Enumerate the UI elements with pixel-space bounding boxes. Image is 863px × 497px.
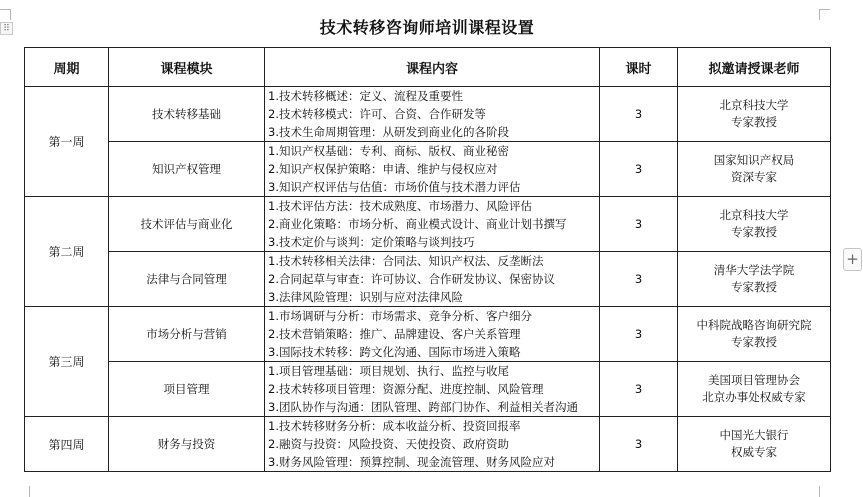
hours-cell: 3 [600,87,678,142]
teacher-line: 北京科技大学 [719,208,789,222]
hours-cell: 3 [600,307,678,362]
crop-mark [29,486,30,497]
content-line: 2.知识产权保护策略：申请、维护与侵权应对 [268,162,498,176]
teacher-line: 专家教授 [731,225,777,239]
teacher-line: 国家知识产权局 [713,153,795,167]
teacher-line: 北京办事处权威专家 [702,390,806,404]
teacher-cell [678,142,831,197]
content-line: 1.技术转移概述：定义、流程及重要性 [268,89,463,103]
teacher-cell [678,252,831,307]
header-teacher: 拟邀请授课老师 [678,48,831,87]
table-row [25,307,831,362]
teacher-line: 中科院战略咨询研究院 [696,318,812,332]
table-row [25,362,831,417]
hours-cell: 3 [600,417,678,472]
content-line: 2.技术营销策略：推广、品牌建设、客户关系管理 [268,327,521,341]
module-cell: 法律与合同管理 [109,252,265,307]
week-cell: 第一周 [25,87,109,197]
crop-mark [0,9,11,10]
module-cell: 技术转移基础 [109,87,265,142]
week-cell: 第四周 [25,417,109,472]
add-column-button[interactable] [843,248,862,271]
teacher-cell [678,307,831,362]
content-line: 2.商业化策略：市场分析、商业模式设计、商业计划书撰写 [268,217,567,231]
content-line: 3.国际技术转移：跨文化沟通、国际市场进入策略 [268,345,521,359]
content-cell [265,252,600,307]
table-row [25,142,831,197]
crop-mark [819,9,830,10]
content-line: 2.技术转移模式：许可、合资、合作研发等 [268,107,486,121]
content-cell [265,87,600,142]
content-cell [265,307,600,362]
content-line: 3.财务风险管理：预算控制、现金流管理、财务风险应对 [268,455,555,469]
hours-cell: 3 [600,252,678,307]
content-line: 2.融资与投资：风险投资、天使投资、政府资助 [268,437,509,451]
content-cell [265,142,600,197]
hours-cell: 3 [600,142,678,197]
teacher-cell [678,197,831,252]
content-line: 1.技术评估方法：技术成熟度、市场潜力、风险评估 [268,199,532,213]
teacher-cell [678,362,831,417]
teacher-line: 清华大学法学院 [713,263,795,277]
content-line: 3.法律风险管理：识别与应对法律风险 [268,290,463,304]
module-cell: 市场分析与营销 [109,307,265,362]
teacher-line: 美国项目管理协会 [708,373,800,387]
content-cell [265,362,600,417]
teacher-line: 专家教授 [731,115,777,129]
document-title: 技术转移咨询师培训课程设置 [319,18,535,37]
table-move-handle[interactable] [0,22,13,35]
week-cell: 第三周 [25,307,109,417]
content-line: 3.知识产权评估与估值：市场价值与技术潜力评估 [268,180,521,194]
table-row [25,87,831,142]
teacher-line: 北京科技大学 [719,98,789,112]
content-line: 2.技术转移项目管理：资源分配、进度控制、风险管理 [268,382,544,396]
module-cell: 知识产权管理 [109,142,265,197]
move-handle-icon: ⠿ [3,24,10,34]
module-cell: 项目管理 [109,362,265,417]
content-line: 1.技术转移财务分析：成本收益分析、投资回报率 [268,419,521,433]
content-line: 1.知识产权基础：专利、商标、版权、商业秘密 [268,144,509,158]
content-cell [265,417,600,472]
teacher-line: 资深专家 [731,170,777,184]
week-cell: 第二周 [25,197,109,307]
module-cell: 技术评估与商业化 [109,197,265,252]
header-hours: 课时 [600,48,678,87]
content-line: 3.技术定价与谈判：定价策略与谈判技巧 [268,235,475,249]
table-header-row [25,48,831,87]
hours-cell: 3 [600,197,678,252]
content-line: 1.技术转移相关法律：合同法、知识产权法、反垄断法 [268,254,544,268]
crop-mark [10,9,11,20]
teacher-line: 专家教授 [731,335,777,349]
table-row [25,417,831,472]
teacher-line: 中国光大银行 [719,428,789,442]
hours-cell: 3 [600,362,678,417]
course-table [24,47,831,472]
content-line: 2.合同起草与审查：许可协议、合作研发协议、保密协议 [268,272,555,286]
table-row [25,252,831,307]
table-row [25,197,831,252]
header-week: 周期 [25,48,109,87]
teacher-cell [678,417,831,472]
content-line: 1.市场调研与分析：市场需求、竞争分析、客户细分 [268,309,532,323]
crop-mark [819,486,820,497]
content-line: 3.团队协作与沟通：团队管理、跨部门协作、利益相关者沟通 [268,400,578,414]
teacher-line: 专家教授 [731,280,777,294]
plus-icon: + [846,250,859,268]
module-cell: 财务与投资 [109,417,265,472]
teacher-cell [678,87,831,142]
header-module: 课程模块 [109,48,265,87]
teacher-line: 权威专家 [731,445,777,459]
header-content: 课程内容 [265,48,600,87]
content-line: 3.技术生命周期管理：从研发到商业化的各阶段 [268,125,509,139]
content-line: 1.项目管理基础：项目规划、执行、监控与收尾 [268,364,509,378]
content-cell [265,197,600,252]
